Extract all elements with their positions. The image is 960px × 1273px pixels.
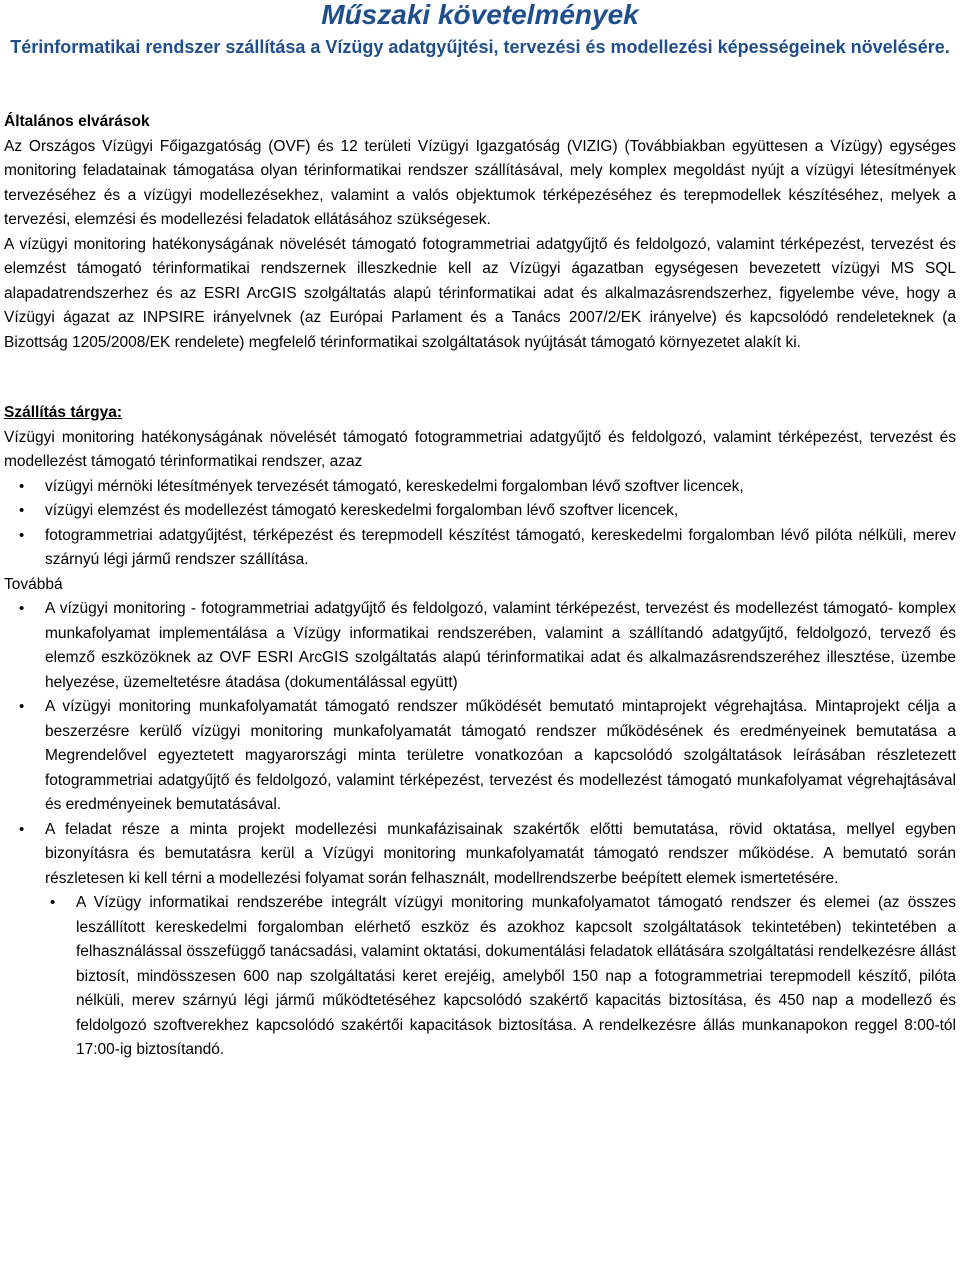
- delivery-list: [4, 475, 956, 573]
- list-item: • A vízügyi monitoring - fotogrammetriai adatgyűjtő és feldolgozó, valamint térképezést, tervezést és modellezést támogató- komplex munkafolyamat implementálása a Vízügy informatikai rendszerében, valamint a szállítandó adatgyűjtő, feldolgozó, tervező és elemző eszközöknek az OVF ESRI ArcGIS szolgáltatás alapú térinformatikai adat és alkalmazásrendszeréhez illesztése, üzembe helyezése, üzemeltetésre átadása (dokumentálással együtt): [4, 597, 956, 695]
- list-item: • A vízügyi monitoring munkafolyamatát támogató rendszer működését bemutató mintaprojekt végrehajtása. Mintaprojekt célja a beszerzésre kerülő vízügyi monitoring munkafolyamatát támogató rendszer működésének és eredményeinek bemutatása a Megrendelővel egyeztetett magyarországi minta területre vonatkozóan a kapcsolódó szolgáltatások leírásában részletezett fotogrammetriai adatgyűjtő és feldolgozó, valamint térképezést, tervezést és modellezést támogató munkafolyamat végrehajtásával és eredményeinek bemutatásával.: [4, 695, 956, 818]
- list-item: • fotogrammetriai adatgyűjtést, térképezést és terepmodell készítést támogató, kereskedelmi forgalomban lévő pilóta nélküli, merev szárnyú légi jármű rendszer szállítása.: [4, 524, 956, 573]
- general-heading: Általános elvárások: [4, 113, 150, 130]
- bullet-icon: •: [19, 477, 25, 495]
- spacer: [4, 60, 956, 110]
- bullet-icon: •: [19, 820, 25, 838]
- page-subtitle: Térinformatikai rendszer szállítása a Vízügy adatgyűjtési, tervezési és modellezési képességeinek növelésére.: [10, 37, 950, 57]
- delivery-heading: Szállítás tárgya:: [4, 404, 123, 421]
- bullet-icon: •: [19, 600, 25, 617]
- delivery-intro: Vízügyi monitoring hatékonyságának növelését támogató fotogrammetriai adatgyűjtő és feldolgozó, valamint térképezést, tervezést és modellezést támogató térinformatikai rendszer, azaz: [4, 428, 956, 470]
- bullet-icon: •: [19, 698, 25, 715]
- bullet-icon: •: [19, 526, 25, 544]
- page-title: Műszaki követelmények: [321, 0, 639, 30]
- general-paragraph-2: A vízügyi monitoring hatékonyságának növelését támogató fotogrammetriai adatgyűjtő és feldolgozó, valamint térképezést, tervezést és elemzést támogató térinformatikai rendszernek illeszkednie kell az Vízügyi ágazatban egységesen bevezetett vízügyi MS SQL alapadatrendszerhez és az ESRI ArcGIS szolgáltatás alapú térinformatikai adat és alkalmazásrendszerhez, figyelembe véve, hogy a Vízügyi ágazat az INPSIRE irányelvnek (az Európai Parlament és a Tanács 2007/2/EK irányelve) és kapcsolódó rendeleteknek (a Bizottság 1205/2008/EK rendelete) megfelelő térinformatikai szolgáltatások nyújtását támogató környezetet alakít ki.: [4, 235, 956, 351]
- further-label: Továbbá: [4, 575, 63, 593]
- bullet-icon: •: [19, 502, 25, 519]
- list-item: • vízügyi mérnöki létesítmények tervezését támogató, kereskedelmi forgalomban lévő szoftver licencek,: [4, 475, 956, 500]
- list-item: • vízügyi elemzést és modellezést támogató kereskedelmi forgalomban lévő szoftver licencek,: [4, 499, 956, 524]
- general-paragraph-1: Az Országos Vízügyi Főigazgatóság (OVF) és 12 területi Vízügyi Igazgatóság (VIZIG) (Továbbiakban együttesen a Vízügy) egységes monitoring feladatainak támogatása olyan térinformatikai rendszer szállításával, mely komplex megoldást nyújt a vízügyi létesítmények tervezéséhez és a vízügyi modellezésekhez, valamint a valós objektumok térképezéséhez és terepmodellek készítéséhez, melyek a tervezési, elemzési és modellezési feladatok ellátásához szükségesek.: [4, 137, 956, 228]
- list-item: • A Vízügy informatikai rendszerébe integrált vízügyi monitoring munkafolyamatot támogató rendszer és elemei (az összes leszállított kereskedelmi forgalomban elérhető eszköz és azokhoz kapcsolt szolgáltatások tekintetében) tekintetében a felhasználással összefüggő tanácsadási, valamint oktatási, dokumentálási feladatok ellátására szolgáltatási rendelkezésre állást biztosít, mindösszesen 600 nap szolgáltatási keret erejéig, amelyből 150 nap a fotogrammetriai terepmodell készítő, pilóta nélküli, merev szárnyú légi jármű működtetéséhez kapcsolódó szakértő kapacitás biztosítása, és 450 nap a modellező és feldolgozó szoftverekhez kapcsolódó szakértői kapacitások biztosítása. A rendelkezésre állás munkanapokon reggel 8:00-tól 17:00-ig biztosítandó.: [4, 891, 956, 1063]
- bullet-icon: •: [50, 894, 56, 911]
- list-item: • A feladat része a minta projekt modellezési munkafázisainak szakértők előtti bemutatása, rövid oktatása, mellyel egyben bizonyításra és bemutatásra kerül a Vízügyi monitoring munkafolyamatát támogató rendszer működése. A bemutató során részletesen ki kell térni a modellezési folyamat során felhasznált, modellrendszerbe beépített elemek ismertetésére.: [4, 818, 956, 892]
- spacer: [4, 355, 956, 401]
- further-list: [4, 597, 956, 1063]
